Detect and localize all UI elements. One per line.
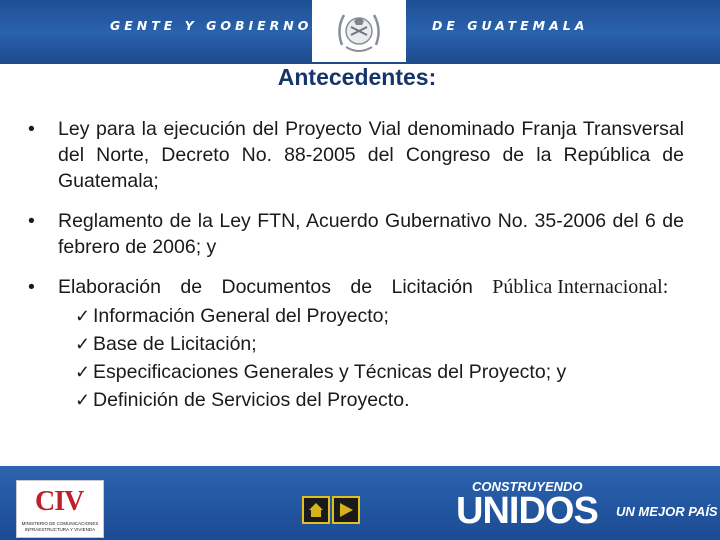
- sub-list: [28, 302, 684, 414]
- sub-item-text: Especificaciones Generales y Técnicas del Proyecto; y: [93, 361, 567, 383]
- play-next-icon: [337, 501, 355, 519]
- brand-main-text: UNIDOS: [456, 490, 598, 532]
- bullet-item: [28, 274, 684, 300]
- sub-item: [75, 302, 684, 330]
- check-icon: ✓: [75, 334, 91, 354]
- home-button[interactable]: [302, 496, 330, 524]
- check-icon: ✓: [75, 306, 91, 326]
- bullet-dot-icon: •: [28, 118, 35, 140]
- bullet-text: Ley para la ejecución del Proyecto Vial denominado Franja Transversal del Norte, Decreto No. 88-2005 del Congreso de la República de Guatemala;: [58, 118, 684, 192]
- seal-container: [312, 0, 406, 62]
- civ-logo-text: CIV: [35, 486, 84, 517]
- bullet-text: Elaboración de Documentos de Licitación: [58, 276, 493, 298]
- slide-content: [28, 116, 684, 414]
- sub-item: [75, 358, 684, 386]
- brand-top-text: CONSTRUYENDO: [472, 479, 583, 494]
- bullet-dot-icon: •: [28, 210, 35, 232]
- bullet-dot-icon: •: [28, 276, 35, 298]
- civ-logo: [16, 480, 104, 538]
- check-icon: ✓: [75, 390, 91, 410]
- guatemala-coat-of-arms-icon: [332, 5, 386, 57]
- bullet-text-serif: Pública Internacional:: [492, 276, 669, 298]
- header-left-text: GENTE Y GOBIERNO: [110, 18, 313, 33]
- brand-logo: [450, 476, 720, 540]
- civ-logo-subtext: MINISTERIO DE COMUNICACIONES INFRAESTRUCTURA Y VIVIENDA: [21, 521, 99, 532]
- brand-tagline: UN MEJOR PAÍS: [616, 504, 718, 519]
- home-icon: [307, 501, 325, 519]
- bullet-item: [28, 208, 684, 260]
- sub-item-text: Definición de Servicios del Proyecto.: [93, 389, 410, 411]
- header-right-text: DE GUATEMALA: [432, 18, 589, 33]
- sub-item: [75, 330, 684, 358]
- sub-item-text: Información General del Proyecto;: [93, 305, 389, 327]
- check-icon: ✓: [75, 362, 91, 382]
- bullet-text: Reglamento de la Ley FTN, Acuerdo Gubernativo No. 35-2006 del 6 de febrero de 2006; y: [58, 210, 684, 258]
- bullet-item: [28, 116, 684, 194]
- slide-title: Antecedentes:: [277, 64, 437, 90]
- sub-item: [75, 386, 684, 414]
- sub-item-text: Base de Licitación;: [93, 333, 257, 355]
- next-slide-button[interactable]: [332, 496, 360, 524]
